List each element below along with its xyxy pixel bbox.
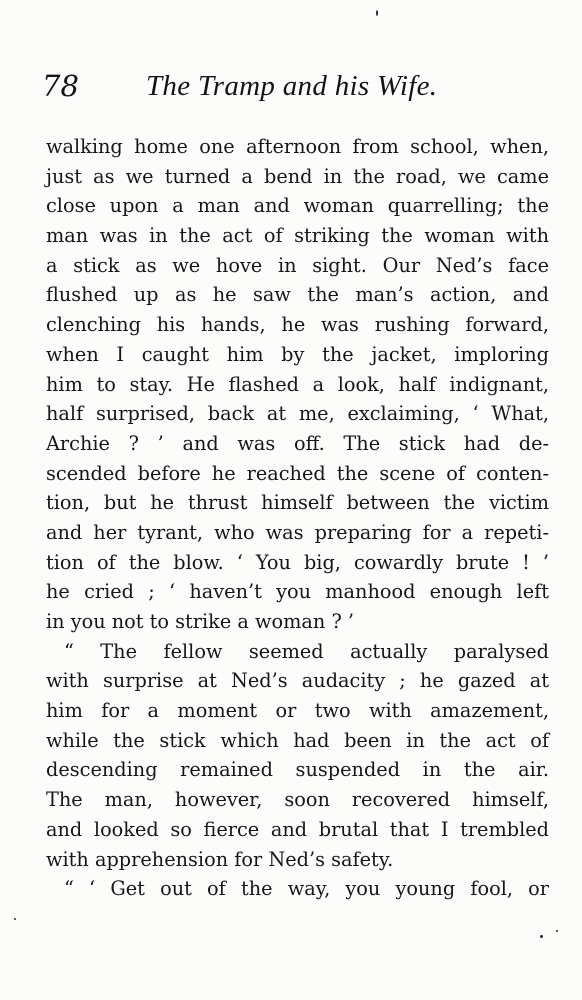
text-line: The man, however, soon recovered himself, [46, 788, 549, 812]
text-line: he cried ; ‘ haven’t you manhood enough left [46, 580, 549, 604]
page-number: 78 [42, 69, 79, 103]
body-text [46, 132, 549, 904]
text-line: when I caught him by the jacket, imploring [46, 342, 549, 366]
text-line: flushed up as he saw the man’s action, and [46, 283, 549, 307]
text-line: man was in the act of striking the woman with [46, 224, 549, 248]
text-line: “ ‘ Get out of the way, you young fool, or [64, 877, 549, 901]
text-line: tion, but he thrust himself between the victim [46, 491, 549, 515]
text-line: walking home one afternoon from school, when, [46, 135, 549, 158]
running-title: The Tramp and his Wife. [146, 70, 438, 102]
text-line: just as we turned a bend in the road, we came [46, 164, 549, 188]
ink-speck [540, 935, 543, 938]
text-line: close upon a man and woman quarrelling; the [46, 194, 549, 218]
text-line: descending remained suspended in the air. [46, 758, 549, 782]
ink-speck [14, 918, 16, 920]
text-line: in you not to strike a woman ? ’ [46, 610, 355, 633]
text-line: while the stick which had been in the act of [46, 728, 549, 752]
text-line: Archie ? ’ and was off. The stick had de- [46, 431, 549, 455]
text-line: with surprise at Ned’s audacity ; he gazed at [46, 669, 549, 693]
text-line: him to stay. He flashed a look, half indignant, [46, 372, 549, 396]
text-line: and looked so fierce and brutal that I trembled [46, 817, 549, 841]
ink-speck [556, 930, 558, 932]
running-head [42, 66, 562, 106]
ink-speck [376, 10, 378, 16]
text-line: a stick as we hove in sight. Our Ned’s face [46, 253, 549, 277]
text-line: with apprehension for Ned’s safety. [46, 847, 394, 871]
text-line: him for a moment or two with amazement, [46, 699, 549, 723]
text-line: “ The fellow seemed actually paralysed [64, 639, 549, 663]
text-line: and her tyrant, who was preparing for a repeti- [46, 520, 549, 544]
text-line: half surprised, back at me, exclaiming, ‘ What, [46, 402, 549, 426]
text-line: tion of the blow. ‘ You big, cowardly brute ! ’ [46, 550, 549, 574]
text-line: clenching his hands, he was rushing forward, [46, 313, 549, 337]
text-line: scended before he reached the scene of conten- [46, 461, 549, 485]
